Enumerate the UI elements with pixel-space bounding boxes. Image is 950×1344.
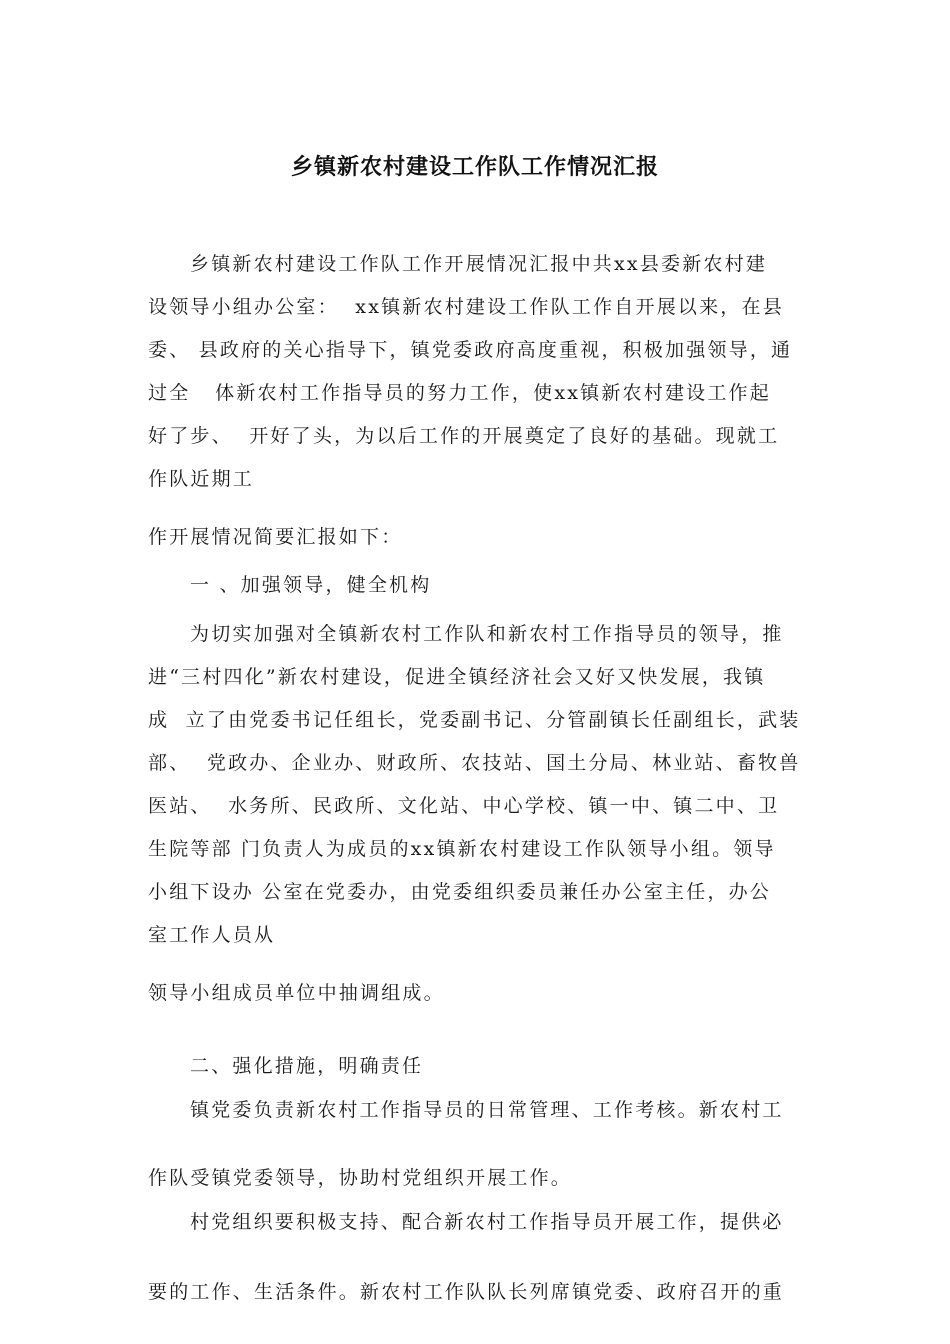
paragraph-line: 为切实加强对全镇新农村工作队和新农村工作指导员的领导，推: [190, 623, 784, 645]
paragraph-line: 作队受镇党委领导，协助村党组织开展工作。: [148, 1167, 573, 1189]
section-heading: 二、强化措施，明确责任: [190, 1055, 424, 1077]
section-heading: 一 、加强领导，健全机构: [190, 574, 432, 596]
paragraph-line: 进“三村四化”新农村建设，促进全镇经济社会又好又快发展，我镇: [148, 666, 766, 688]
paragraph-line: 部、 党政办、企业办、财政所、农技站、国土分局、林业站、畜牧兽: [148, 752, 801, 774]
paragraph-line: 村党组织要积极支持、配合新农村工作指导员开展工作，提供必: [190, 1211, 784, 1233]
paragraph-line: 领导小组成员单位中抽调组成。: [148, 982, 445, 1004]
paragraph-line: 过全 体新农村工作指导员的努力工作，使xx镇新农村建设工作起: [148, 382, 771, 404]
paragraph-line: 设领导小组办公室： xx镇新农村建设工作队工作自开展以来，在县: [148, 296, 784, 318]
paragraph-line: 生院等部 门负责人为成员的xx镇新农村建设工作队领导小组。领导: [148, 838, 776, 860]
paragraph-line: 好了步、 开好了头，为以后工作的开展奠定了良好的基础。现就工: [148, 425, 780, 447]
paragraph-line: 室工作人员从: [148, 924, 276, 946]
paragraph-line: 成 立了由党委书记任组长，党委副书记、分管副镇长任副组长，武装: [148, 709, 801, 731]
document-title: 乡镇新农村建设工作队工作情况汇报: [290, 155, 659, 180]
paragraph-line: 作队近期工: [148, 468, 255, 490]
paragraph-line: 要的工作、生活条件。新农村工作队队长列席镇党委、政府召开的重: [148, 1281, 785, 1303]
paragraph-line: 乡镇新农村建设工作队工作开展情况汇报中共xx县委新农村建: [190, 253, 768, 275]
paragraph-line: 小组下设办 公室在党委办，由党委组织委员兼任办公室主任，办公: [148, 881, 772, 903]
paragraph-line: 委、 县政府的关心指导下，镇党委政府高度重视，积极加强领导，通: [148, 339, 793, 361]
paragraph-line: 作开展情况简要汇报如下：: [148, 526, 403, 548]
paragraph-line: 镇党委负责新农村工作指导员的日常管理、工作考核。新农村工: [190, 1099, 784, 1121]
paragraph-line: 医站、 水务所、民政所、文化站、中心学校、镇一中、镇二中、卫: [148, 795, 780, 817]
